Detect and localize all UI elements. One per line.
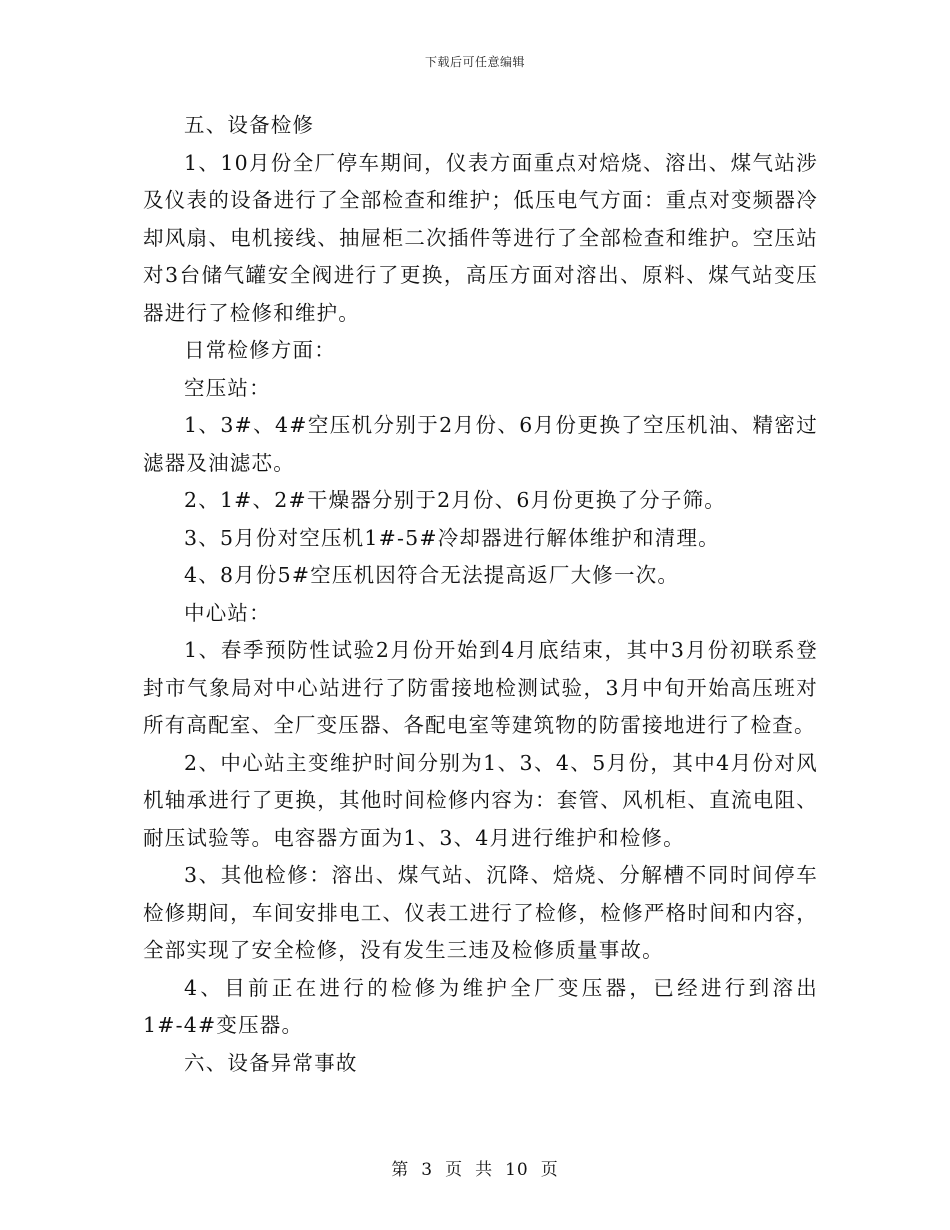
list-item-cooler-maintenance: 3、5月份对空压机1#-5#冷却器进行解体维护和清理。: [184, 525, 720, 550]
list-item-main-transformer: 2、中心站主变维护时间分别为1、3、4、5月份，其中4月份对风机轴承进行了更换，其他时间检修内容为：套管、风机柜、直流电阻、耐压试验等。电容器方面为1、3、4月进行维护和检修。: [143, 750, 818, 850]
subheading-air-compressor-station: 空压站：: [184, 375, 271, 400]
subheading-daily-maintenance: 日常检修方面：: [184, 338, 336, 362]
section-heading-equipment-maintenance: 五、设备检修: [184, 113, 315, 137]
footer-label-page-unit: 页: [445, 1160, 464, 1180]
subheading-central-station: 中心站：: [184, 600, 271, 625]
list-item-dryer-sieve: 2、1#、2#干燥器分别于2月份、6月份更换了分子筛。: [184, 488, 726, 512]
list-item-compressor-oil: 1、3#、4#空压机分别于2月份、6月份更换了空压机油、精密过滤器及油滤芯。: [143, 413, 818, 475]
document-body: [143, 107, 818, 1082]
footer-label-total-unit: 页: [540, 1160, 559, 1180]
footer-label-page: 第: [391, 1160, 410, 1180]
footer-total-pages: 10: [505, 1160, 529, 1180]
header-note: 下载后可任意编辑: [424, 55, 525, 69]
footer-current-page: 3: [421, 1160, 434, 1180]
paragraph-october-shutdown: 1、10月份全厂停车期间，仪表方面重点对焙烧、溶出、煤气站涉及仪表的设备进行了全部检查和维护；低压电气方面：重点对变频器冷却风扇、电机接线、抽屉柜二次插件等进行了全部检查和维护。空压站对3台储气罐安全阀进行了更换，高压方面对溶出、原料、煤气站变压器进行了检修和维护。: [143, 150, 818, 325]
list-item-current-maintenance: 4、目前正在进行的检修为维护全厂变压器，已经进行到溶出1#-4#变压器。: [143, 975, 818, 1037]
section-heading-equipment-incidents: 六、设备异常事故: [184, 1050, 358, 1075]
list-item-other-maintenance: 3、其他检修：溶出、煤气站、沉降、焙烧、分解槽不同时间停车检修期间，车间安排电工、仪表工进行了检修，检修严格时间和内容，全部实现了安全检修，没有发生三违及检修质量事故。: [143, 863, 818, 962]
list-item-spring-test: 1、春季预防性试验2月份开始到4月底结束，其中3月份初联系登封市气象局对中心站进行了防雷接地检测试验，3月中旬开始高压班对所有高配室、全厂变压器、各配电室等建筑物的防雷接地进行了检查。: [143, 638, 818, 737]
footer-label-total: 共: [475, 1160, 494, 1180]
page-number-footer: [0, 1155, 950, 1180]
list-item-compressor-overhaul: 4、8月份5#空压机因符合无法提高返厂大修一次。: [184, 563, 680, 587]
